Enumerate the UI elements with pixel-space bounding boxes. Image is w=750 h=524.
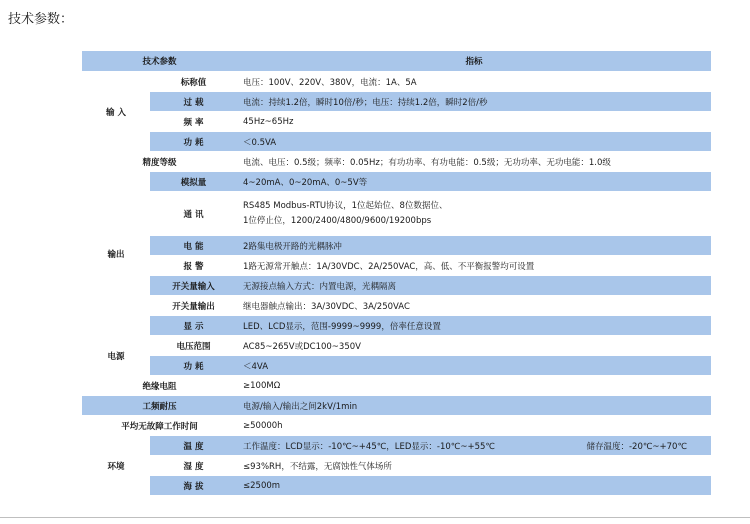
comm-value-line1: RS485 Modbus-RTU协议，1位起始位、8位数据位、 [243,200,448,211]
table-row [82,336,711,356]
power-consumption-value: ＜4VA [237,356,711,376]
voltage-range-label: 电压范围 [150,336,237,356]
input-power-label: 功 耗 [150,132,237,152]
temp-value [237,436,711,456]
mtbf-value: ≥50000h [237,416,711,436]
table-row [82,476,711,496]
table-row [82,236,711,256]
table-row [82,72,711,92]
table-row [82,376,711,396]
insulation-label: 绝缘电阻 [82,376,237,396]
freq-value: 45Hz~65Hz [237,112,711,132]
mtbf-label: 平均无故障工作时间 [82,416,237,436]
accuracy-value: 电流、电压：0.5级；频率：0.05Hz；有功功率、有功电能：0.5级；无功功率、无功电能：1.0级 [237,152,711,172]
comm-value [237,192,711,236]
insulation-value: ≥100MΩ [237,376,711,396]
table-row [82,296,711,316]
humidity-label: 湿 度 [150,456,237,476]
table-row [82,416,711,436]
table-header-row [82,51,711,72]
comm-value-line2: 1位停止位，1200/2400/4800/9600/19200bps [243,215,432,226]
section-heading: 技术参数： [8,12,74,27]
energy-label: 电 能 [150,236,237,256]
table-row [82,172,711,192]
table-row [82,152,711,172]
table-row [82,276,711,296]
display-label: 显 示 [150,316,237,336]
table-row [82,112,711,132]
rated-value: 电压：100V、220V、380V，电流：1A、5A [237,72,711,92]
group-power: 电源 [82,336,150,376]
temp-label: 温 度 [150,436,237,456]
comm-label: 通 讯 [150,192,237,236]
table-row [82,456,711,476]
switch-out-label: 开关量输出 [150,296,237,316]
table-row [82,436,711,456]
table-row [82,316,711,336]
table-row [82,192,711,236]
overload-value: 电流：持续1.2倍，瞬时10倍/秒；电压：持续1.2倍，瞬时2倍/秒 [237,92,711,112]
analog-label: 模拟量 [150,172,237,192]
temp-work-value: 工作温度：LCD显示：-10℃~+45℃，LED显示：-10℃~+55℃ [243,441,495,452]
power-consumption-label: 功 耗 [150,356,237,376]
accuracy-label: 精度等级 [82,152,237,172]
temp-storage-value: 储存温度：-20℃~+70℃ [586,441,688,452]
table-row [82,132,711,152]
withstand-value: 电源/输入/输出之间2kV/1min [237,396,711,416]
overload-label: 过 载 [150,92,237,112]
input-power-value: ＜0.5VA [237,132,711,152]
group-output: 输出 [82,172,150,336]
switch-in-label: 开关量输入 [150,276,237,296]
voltage-range-value: AC85~265V或DC100~350V [237,336,711,356]
energy-value: 2路集电极开路的光耦脉冲 [237,236,711,256]
alarm-label: 报 警 [150,256,237,276]
freq-label: 频 率 [150,112,237,132]
switch-in-value: 无源接点输入方式：内置电源，光耦隔离 [237,276,711,296]
header-value: 指标 [237,51,711,72]
analog-value: 4~20mA、0~20mA、0~5V等 [237,172,711,192]
rated-label: 标称值 [150,72,237,92]
withstand-label: 工频耐压 [82,396,237,416]
table-row [82,356,711,376]
humidity-value: ≤93%RH，不结露，无腐蚀性气体场所 [237,456,711,476]
bottom-divider [0,517,750,518]
switch-out-value: 继电器触点输出：3A/30VDC、3A/250VAC [237,296,711,316]
altitude-value: ≤2500m [237,476,711,496]
header-param: 技术参数 [82,51,237,72]
spec-table [82,51,711,496]
display-value: LED、LCD显示，范围-9999~9999，倍率任意设置 [237,316,711,336]
group-env: 环境 [82,436,150,496]
table-row [82,256,711,276]
alarm-value: 1路无源常开触点：1A/30VDC、2A/250VAC，高、低、不平衡报警均可设置 [237,256,711,276]
table-row [82,92,711,112]
table-row [82,396,711,416]
altitude-label: 海 拔 [150,476,237,496]
group-input: 输 入 [82,72,150,152]
